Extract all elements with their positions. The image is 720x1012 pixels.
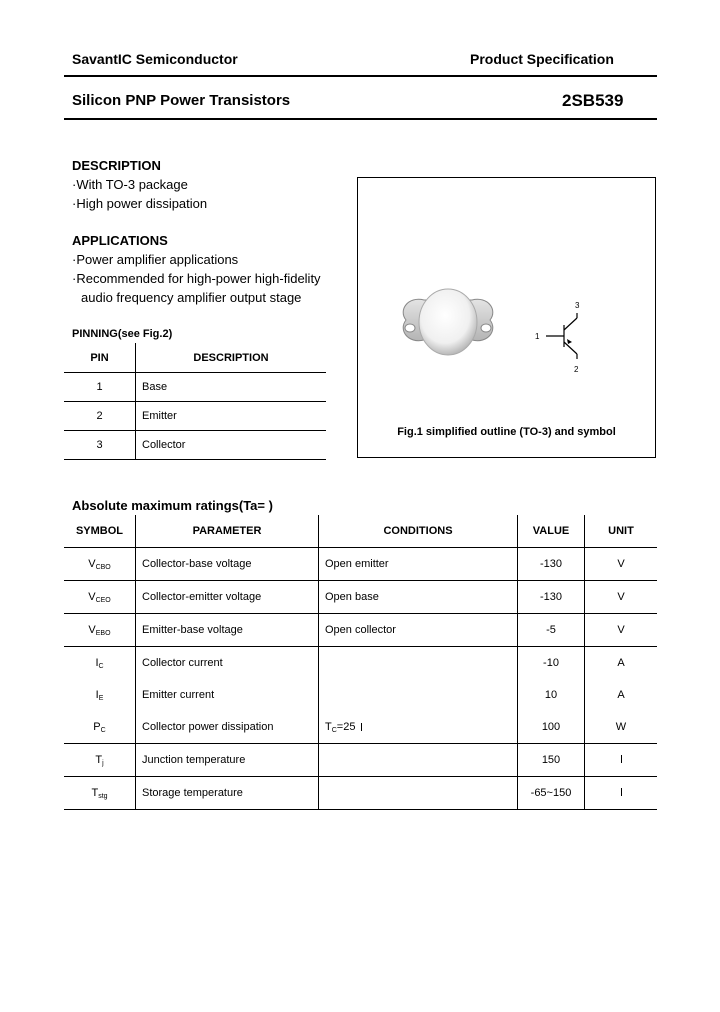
company-name: SavantIC Semiconductor	[72, 51, 238, 67]
missing-glyph-mark	[621, 788, 622, 796]
pinning-title: PINNING(see Fig.2)	[72, 328, 173, 340]
parameter-cell: Collector-base voltage	[136, 548, 319, 581]
pin-number: 1	[64, 373, 136, 402]
unit-cell: V	[585, 614, 658, 647]
unit-cell: A	[617, 689, 625, 701]
value-cell: -5	[518, 614, 585, 647]
pin-description: Collector	[136, 431, 327, 460]
missing-glyph-mark	[361, 723, 362, 731]
table-header-row	[64, 343, 326, 373]
unit-cell: A	[617, 657, 625, 669]
parameter-header: PARAMETER	[136, 515, 319, 548]
pin-header: PIN	[64, 343, 136, 373]
pin-label: 2	[574, 365, 579, 374]
value-cell: 150	[518, 744, 585, 777]
description-item: ·With TO-3 package	[72, 177, 188, 192]
applications-title: APPLICATIONS	[72, 233, 168, 248]
product-line: Silicon PNP Power Transistors	[72, 92, 291, 109]
conditions-cell: Open base	[319, 581, 518, 614]
parameter-cell: Emitter-base voltage	[136, 614, 319, 647]
pin-number: 2	[64, 402, 136, 431]
unit-header: UNIT	[585, 515, 658, 548]
symbol-cell: $V_{EBO}$	[64, 614, 136, 647]
header-rule-bottom	[64, 118, 657, 120]
figure-caption: Fig.1 simplified outline (TO-3) and symbol	[397, 426, 616, 438]
figure-graphic	[358, 178, 657, 418]
conditions-cell	[319, 679, 518, 711]
document-type: Product Specification	[470, 51, 614, 67]
parameter-cell: Collector power dissipation	[136, 711, 319, 744]
unit-cell: V	[585, 581, 658, 614]
pinning-table	[64, 343, 326, 460]
ratings-title: Absolute maximum ratings(Ta= )	[72, 498, 273, 513]
conditions-cell: Open collector	[319, 614, 518, 647]
conditions-cell: Open emitter	[319, 548, 518, 581]
applications-item: ·Recommended for high-power high-fidelity	[72, 271, 321, 286]
table-row	[64, 431, 326, 460]
header-rule-top	[64, 75, 657, 77]
table-row	[64, 777, 657, 810]
parameter-cell: Emitter current	[136, 679, 319, 711]
unit-cell	[585, 777, 658, 810]
value-cell: -130	[518, 581, 585, 614]
unit-cell: V	[585, 548, 658, 581]
parameter-cell: Junction temperature	[136, 744, 319, 777]
figure-box	[357, 177, 656, 458]
pin-description: Emitter	[136, 402, 327, 431]
conditions-cell: $T_C=25$	[319, 711, 518, 744]
ratings-table	[64, 515, 657, 810]
table-row	[64, 548, 657, 581]
conditions-cell	[319, 777, 518, 810]
to3-package-icon	[403, 289, 493, 355]
pin-description: Base	[136, 373, 327, 402]
table-row	[64, 647, 657, 680]
unit-cell	[585, 744, 658, 777]
table-row	[64, 614, 657, 647]
unit-cell: W	[585, 711, 658, 744]
conditions-header: CONDITIONS	[319, 515, 518, 548]
applications-item: audio frequency amplifier output stage	[81, 290, 302, 305]
pin-label: 1	[535, 332, 540, 341]
symbol-cell: $T_{stg}$	[64, 777, 136, 810]
value-cell: 10	[518, 679, 585, 711]
missing-glyph-mark	[621, 755, 622, 763]
parameter-cell: Collector current	[136, 647, 319, 680]
pin-number: 3	[64, 431, 136, 460]
parameter-cell: Storage temperature	[136, 777, 319, 810]
symbol-cell: $V_{CEO}$	[64, 581, 136, 614]
symbol-cell: $I_E$	[64, 679, 136, 711]
applications-item: ·Power amplifier applications	[72, 252, 239, 267]
pin-label: 3	[575, 301, 580, 310]
value-cell: -130	[518, 548, 585, 581]
description-header: DESCRIPTION	[136, 343, 327, 373]
table-row	[64, 744, 657, 777]
pnp-transistor-symbol-icon	[546, 313, 577, 359]
table-row	[64, 373, 326, 402]
table-header-row	[64, 515, 657, 548]
value-cell: -65~150	[518, 777, 585, 810]
parameter-cell: Collector-emitter voltage	[136, 581, 319, 614]
table-row	[64, 581, 657, 614]
symbol-header: SYMBOL	[64, 515, 136, 548]
value-cell: 100	[518, 711, 585, 744]
symbol-cell: $V_{CBO}$	[64, 548, 136, 581]
symbol-cell: $I_C$	[64, 647, 136, 680]
table-row	[64, 679, 657, 711]
table-row	[64, 711, 657, 744]
value-header: VALUE	[518, 515, 585, 548]
description-item: ·High power dissipation	[72, 196, 208, 211]
table-row	[64, 402, 326, 431]
description-title: DESCRIPTION	[72, 158, 161, 173]
symbol-cell: $T_j$	[64, 744, 136, 777]
part-number: 2SB539	[562, 91, 624, 110]
conditions-cell	[319, 744, 518, 777]
value-cell: -10	[518, 647, 585, 680]
symbol-cell: $P_C$	[64, 711, 136, 744]
conditions-cell	[319, 647, 518, 680]
